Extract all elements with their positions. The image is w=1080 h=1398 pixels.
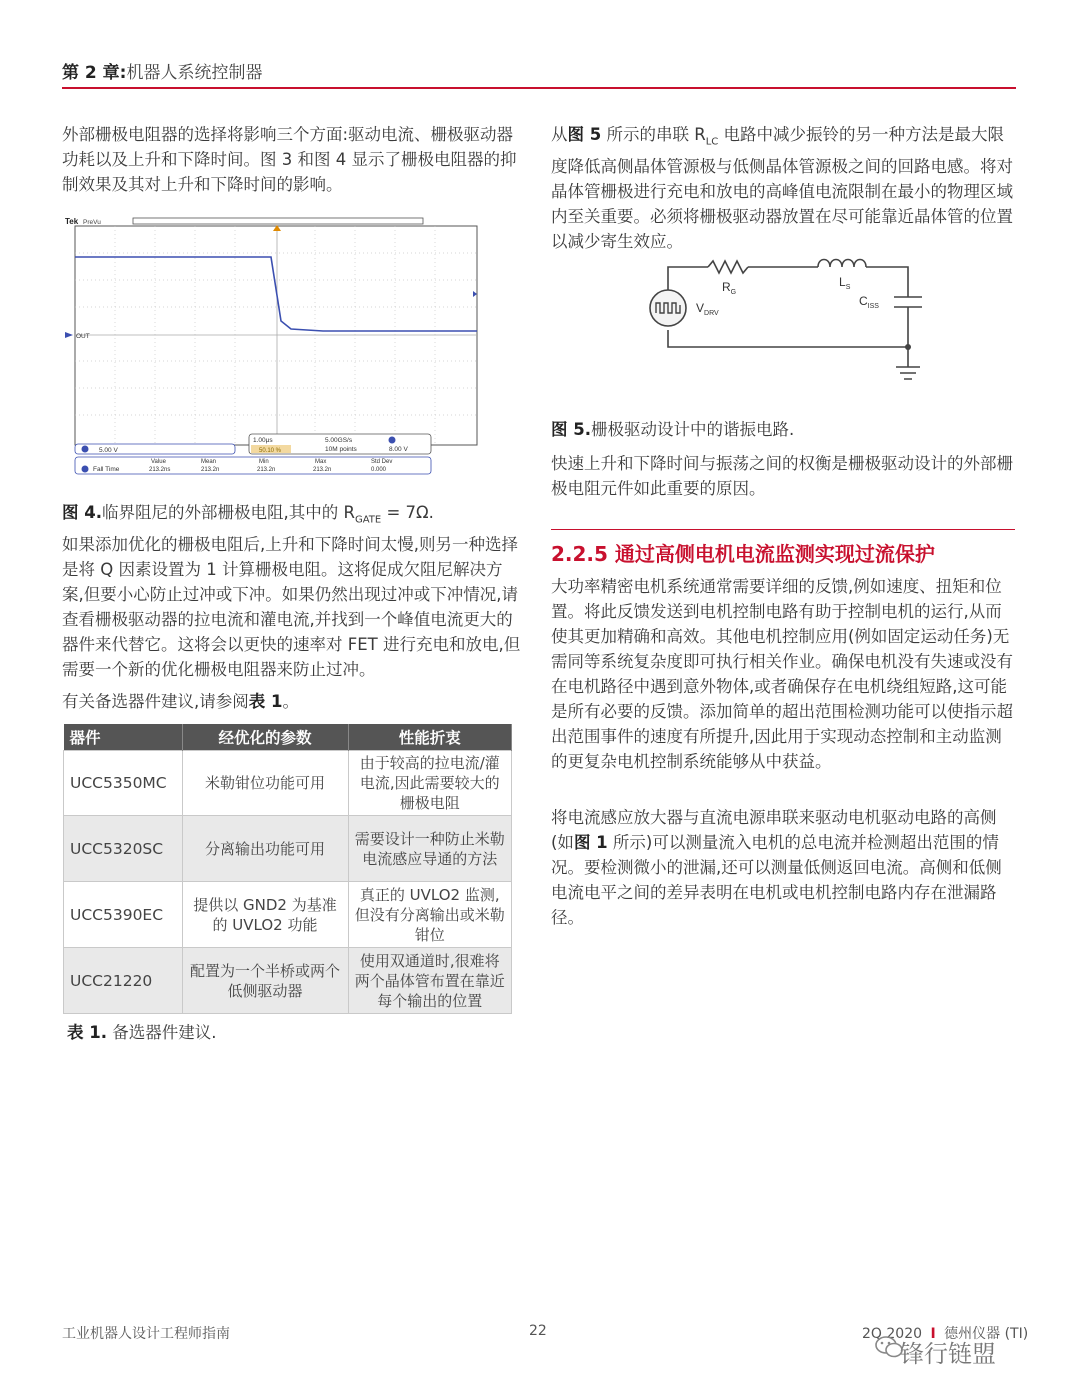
label-vdrv-sub: DRV: [704, 310, 719, 317]
p1-sub: LC: [705, 136, 719, 148]
scope-ch1-scale: 5.00 V: [99, 447, 118, 454]
chapter-number: 第 2 章:: [62, 63, 127, 83]
figure-5-ref: 图 5: [567, 125, 602, 144]
scope-trigger-pos: 50.10 %: [259, 448, 282, 454]
meas-header-max: Max: [315, 459, 327, 465]
label-vdrv: V: [696, 301, 705, 315]
scope-timebase: 1.00μs: [253, 437, 273, 444]
table-header-tradeoff: 性能折衷: [348, 724, 512, 751]
alternative-devices-table: [63, 724, 512, 1014]
p3-post: 。: [282, 692, 299, 711]
table-cell: UCC5320SC: [64, 816, 183, 882]
svg-text:VDRV: [696, 301, 719, 317]
label-ls: L: [839, 275, 846, 289]
oscilloscope-figure: [63, 213, 483, 478]
table-cell: 提供以 GND2 为基准的 UVLO2 功能: [182, 882, 348, 948]
section-rule: [551, 529, 1015, 530]
table-header-row: [64, 724, 512, 751]
meas-header-value: Value: [151, 459, 166, 465]
header-rule: [62, 87, 1016, 89]
right-paragraph-1: [551, 122, 1013, 254]
resistor-rg: [708, 261, 748, 273]
p1-post: 电路中减少振铃的另一种方法是最大限度降低高侧晶体管源极与低侧晶体管源极之间的回路电感。将对晶体管栅极进行充电和放电的高峰值电流限制在最小的物理区域内至关重要。必须将栅极驱动器放置在尽可能靠近晶体管的位置以减少寄生效应。: [551, 125, 1013, 252]
figure-1-ref: 图 1: [573, 833, 608, 852]
meas-name: Fall Time: [93, 466, 120, 473]
label-rg-sub: G: [730, 289, 737, 296]
meas-min: 213.2n: [257, 467, 276, 473]
meas-value: 213.2ns: [149, 467, 171, 473]
label-ciss: C: [859, 294, 868, 308]
scope-brand: Tek: [65, 217, 79, 226]
inductor-ls: [818, 260, 866, 268]
footer-guide-title: 工业机器人设计工程师指南: [62, 1326, 230, 1342]
table-cell: 配置为一个半桥或两个低侧驱动器: [182, 948, 348, 1014]
p1-mid: 所示的串联 R: [601, 125, 706, 144]
table-header-device: 器件: [64, 724, 183, 751]
footer-date: 2Q 2020: [862, 1326, 923, 1342]
table-cell: 米勒钳位功能可用: [182, 751, 348, 816]
p3-pre: 有关备选器件建议,请参阅: [62, 692, 249, 711]
meas-max: 213.2n: [313, 467, 332, 473]
figure-4-sub: GATE: [354, 514, 382, 526]
chapter-title: 机器人系统控制器: [126, 63, 263, 83]
scope-trigger-level: 8.00 V: [389, 446, 408, 453]
svg-text:LS: [839, 275, 851, 291]
table-cell: 由于较高的拉电流/灌电流,因此需要较大的栅极电阻: [348, 751, 512, 816]
label-ls-sub: S: [845, 284, 851, 291]
ground-symbol: [896, 347, 920, 379]
table-cell: 真正的 UVLO2 监测,但没有分离输出或米勒钳位: [348, 882, 512, 948]
meas-stddev: 0.000: [371, 467, 387, 473]
table-1-ref: 表 1: [248, 692, 283, 711]
figure-4-value: = 7Ω.: [381, 503, 434, 522]
label-ciss-sub: ISS: [867, 303, 879, 310]
figure-5-caption: [551, 418, 794, 442]
scope-record: 10M points: [325, 446, 357, 453]
scope-mode: PreVu: [83, 219, 101, 226]
meas-header-min: Min: [259, 459, 269, 465]
table-1-label: 表 1.: [67, 1023, 107, 1042]
table-row: [64, 816, 512, 882]
table-row: [64, 882, 512, 948]
right-paragraph-4: [551, 805, 1013, 930]
table-1-caption-text: 备选器件建议.: [107, 1023, 217, 1042]
meas-header-mean: Mean: [201, 459, 217, 465]
meas-mean: 213.2n: [201, 467, 220, 473]
table-cell: UCC5390EC: [64, 882, 183, 948]
table-header-param: 经优化的参数: [182, 724, 348, 751]
section-title: 2.2.5 通过高侧电机电流监测实现过流保护: [551, 542, 935, 566]
scope-channel-tag: OUT: [76, 333, 90, 340]
footer-separator: I: [930, 1326, 936, 1342]
resonant-circuit-diagram: [648, 255, 928, 395]
figure-5-label: 图 5.: [551, 420, 591, 439]
right-paragraph-2: 快速上升和下降时间与振荡之间的权衡是栅极驱动设计的外部栅极电阻元件如此重要的原因。: [551, 454, 1013, 498]
table-row: [64, 751, 512, 816]
footer-page-number: 22: [529, 1323, 547, 1339]
left-paragraph-1: 外部栅极电阻器的选择将影响三个方面:驱动电流、栅极驱动器功耗以及上升和下降时间。图 3 和图 4 显示了栅极电阻器的抑制效果及其对上升和下降时间的影响。: [62, 125, 517, 194]
p1-pre: 从: [551, 125, 568, 144]
footer-company: 德州仪器 (TI): [944, 1326, 1029, 1342]
meas-header-stddev: Std Dev: [371, 459, 393, 465]
table-cell: UCC21220: [64, 948, 183, 1014]
p4-post: 所示)可以测量流入电机的总电流并检测超出范围的情况。要检测微小的泄漏,还可以测量低侧返回电流。高侧和低侧电流电平之间的差异表明在电机或电机控制电路内存在泄漏路径。: [551, 833, 1002, 927]
figure-4-label: 图 4.: [62, 503, 102, 522]
figure-4-caption: [62, 501, 532, 532]
scope-sample-rate: 5.00GS/s: [325, 437, 353, 444]
left-paragraph-3: [62, 689, 524, 714]
p4-pre: 将电流感应放大器与直流电源串联来驱动电机驱动电路的高侧(如: [551, 808, 997, 852]
capacitor-ciss: [894, 297, 922, 307]
table-cell: 分离输出功能可用: [182, 816, 348, 882]
table-1-caption: [67, 1021, 217, 1045]
watermark-text: 锋行链盟: [900, 1340, 996, 1368]
table-row: [64, 948, 512, 1014]
svg-text:CISS: [859, 294, 879, 310]
table-cell: 需要设计一种防止米勒电流感应导通的方法: [348, 816, 512, 882]
figure-4-text: 临界阻尼的外部栅极电阻,其中的 R: [102, 503, 355, 522]
left-paragraph-2: 如果添加优化的栅极电阻后,上升和下降时间太慢,则另一种选择是将 Q 因素设置为 1 计算栅极电阻。这将促成欠阻尼解决方案,但要小心防止过冲或下冲。如果仍然出现过冲或下冲情况,请查看栅极驱动器的拉电流和灌电流,并找到一个峰值电流更大的器件来代替它。这将会以更快的速率对 FET 进行充电和放电,但需要一个新的优化栅极电阻器来防止过冲。: [62, 535, 521, 679]
right-paragraph-3: 大功率精密电机系统通常需要详细的反馈,例如速度、扭矩和位置。将此反馈发送到电机控制电路有助于控制电机的运行,从而使其更加精确和高效。其他电机控制应用(例如固定运动任务)无需同等系统复杂度即可执行相关作业。确保电机没有失速或没有在电机路径中遇到意外物体,或者确保存在电机绕组短路,这可能是所有必要的反馈。添加简单的超出范围检测功能可以使指示超出范围事件的速度有所提升,因此用于实现动态控制和主动监测的更复杂电机控制系统能够从中获益。: [551, 577, 1013, 771]
label-rg: R: [722, 280, 731, 294]
svg-text:RG: [722, 280, 736, 296]
table-cell: 使用双通道时,很难将两个晶体管布置在靠近每个输出的位置: [348, 948, 512, 1014]
figure-5-text: 栅极驱动设计中的谐振电路.: [591, 420, 795, 439]
page-header: [62, 58, 262, 83]
table-cell: UCC5350MC: [64, 751, 183, 816]
